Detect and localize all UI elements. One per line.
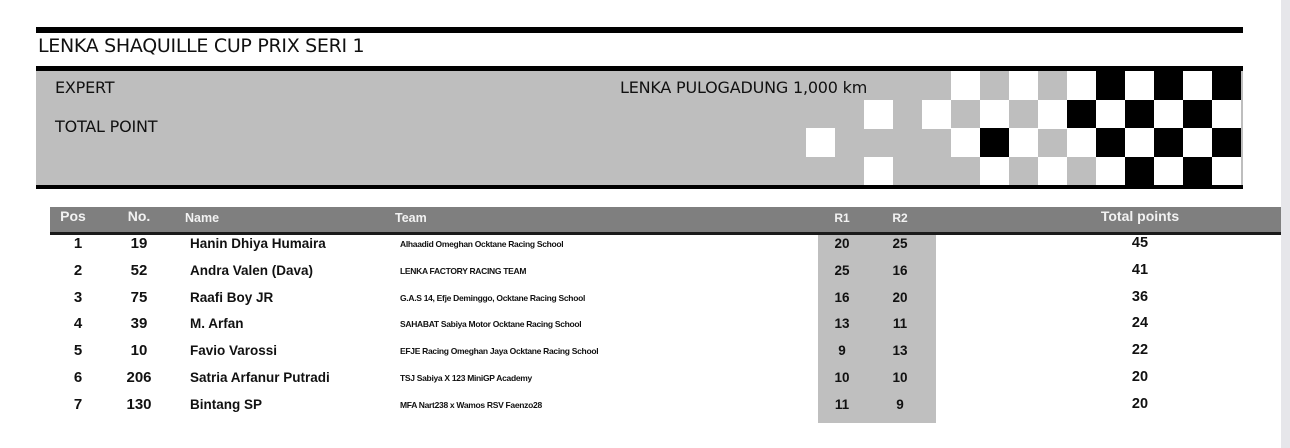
- column-header-total: Total points: [1100, 208, 1180, 224]
- flag-square-white: [806, 128, 835, 157]
- page-title: LENKA SHAQUILLE CUP PRIX SERI 1: [38, 35, 365, 57]
- flag-square-black: [1212, 128, 1241, 157]
- race1-points-cell: 25: [834, 262, 850, 278]
- flag-square-white: [951, 71, 980, 100]
- flag-square-black: [1125, 157, 1154, 185]
- flag-square-white: [1038, 100, 1067, 129]
- race1-points-cell: 9: [838, 343, 846, 359]
- race2-points-cell: 10: [892, 370, 908, 385]
- team-cell: EFJE Racing Omeghan Jaya Ocktane Racing School: [400, 346, 599, 357]
- column-header-team: Team: [395, 211, 427, 225]
- race1-points-cell: 16: [834, 289, 850, 305]
- rider-name-cell: Bintang SP: [190, 396, 263, 412]
- rider-number-cell: 52: [130, 261, 148, 279]
- total-points-cell: 45: [1131, 235, 1149, 251]
- team-cell: TSJ Sabiya X 123 MiniGP Academy: [400, 373, 532, 383]
- flag-square-white: [980, 157, 1009, 185]
- flag-square-white: [1009, 128, 1038, 157]
- flag-square-white: [1067, 71, 1096, 100]
- flag-square-white: [1212, 157, 1241, 185]
- race1-points-cell: 11: [834, 396, 850, 412]
- column-header-r1: R1: [834, 211, 850, 225]
- flag-square-white: [922, 100, 951, 129]
- team-cell: LENKA FACTORY RACING TEAM: [400, 265, 527, 276]
- race1-points-cell: 20: [834, 236, 850, 251]
- flag-square-white: [1183, 71, 1212, 100]
- flag-square-white: [1038, 157, 1067, 185]
- rider-number-cell: 206: [126, 369, 152, 386]
- position-cell: 4: [73, 315, 83, 333]
- flag-square-white: [1096, 157, 1125, 185]
- flag-square-white: [1009, 71, 1038, 100]
- flag-square-white: [1125, 71, 1154, 100]
- flag-square-black: [1125, 100, 1154, 129]
- team-cell: MFA Nart238 x Wamos RSV Faenzo28: [400, 399, 542, 410]
- rider-number-cell: 10: [130, 342, 148, 360]
- flag-square-black: [1096, 71, 1125, 100]
- rider-name-cell: Favio Varossi: [190, 343, 278, 359]
- race2-points-cell: 9: [896, 396, 904, 412]
- rider-name-cell: Hanin Dhiya Humaira: [190, 236, 326, 251]
- team-cell: G.A.S 14, Efje Deminggo, Ocktane Racing School: [400, 292, 586, 303]
- rider-number-cell: 39: [130, 315, 148, 333]
- position-cell: 6: [73, 369, 83, 386]
- position-cell: 1: [73, 235, 83, 252]
- rider-name-cell: M. Arfan: [190, 316, 244, 332]
- column-header-pos: Pos: [60, 208, 86, 224]
- rider-number-cell: 130: [126, 395, 152, 413]
- race2-points-cell: 11: [892, 316, 908, 332]
- rider-name-cell: Satria Arfanur Putradi: [190, 370, 330, 385]
- position-cell: 7: [73, 395, 83, 413]
- flag-square-white: [1096, 100, 1125, 129]
- flag-square-white: [1212, 100, 1241, 129]
- race2-points-cell: 20: [892, 289, 908, 305]
- flag-square-white: [1067, 128, 1096, 157]
- flag-square-black: [1154, 128, 1183, 157]
- team-cell: Alhaadid Omeghan Ocktane Racing School: [400, 239, 564, 249]
- flag-square-black: [1154, 71, 1183, 100]
- total-points-cell: 20: [1131, 369, 1149, 385]
- race2-points-cell: 25: [892, 236, 908, 251]
- flag-square-white: [980, 100, 1009, 129]
- flag-square-white: [864, 157, 893, 185]
- position-cell: 3: [73, 288, 83, 306]
- page-edge-strip: [1281, 0, 1290, 448]
- flag-square-white: [1183, 128, 1212, 157]
- rider-number-cell: 75: [130, 288, 148, 306]
- flag-square-white: [1154, 157, 1183, 185]
- top-rule: [36, 27, 1243, 33]
- flag-square-white: [1154, 100, 1183, 129]
- circuit-label: LENKA PULOGADUNG 1,000 km: [620, 78, 868, 97]
- total-points-cell: 22: [1131, 342, 1149, 359]
- flag-square-white: [864, 100, 893, 129]
- total-points-cell: 41: [1131, 261, 1149, 278]
- race1-points-cell: 13: [834, 316, 850, 332]
- flag-square-black: [1183, 157, 1212, 185]
- rider-name-cell: Andra Valen (Dava): [190, 262, 314, 278]
- band-bottom-rule: [36, 185, 1243, 189]
- rider-number-cell: 19: [130, 235, 148, 252]
- subtitle-label: TOTAL POINT: [55, 117, 158, 136]
- category-label: EXPERT: [55, 78, 115, 97]
- table-header-rule: [50, 232, 1281, 235]
- flag-square-black: [1067, 100, 1096, 129]
- column-header-name: Name: [185, 211, 220, 225]
- column-header-r2: R2: [892, 211, 908, 225]
- rider-name-cell: Raafi Boy JR: [190, 289, 274, 305]
- team-cell: SAHABAT Sabiya Motor Ocktane Racing School: [400, 319, 582, 330]
- race2-points-cell: 13: [892, 343, 908, 359]
- flag-square-black: [1096, 128, 1125, 157]
- flag-square-black: [980, 128, 1009, 157]
- total-points-cell: 36: [1131, 288, 1149, 305]
- position-cell: 2: [73, 261, 83, 279]
- race2-points-cell: 16: [892, 262, 908, 278]
- flag-square-black: [1212, 71, 1241, 100]
- race1-points-cell: 10: [834, 370, 850, 385]
- total-points-cell: 24: [1131, 315, 1149, 332]
- flag-square-black: [1183, 100, 1212, 129]
- position-cell: 5: [73, 342, 83, 360]
- flag-square-white: [951, 128, 980, 157]
- total-points-cell: 20: [1131, 395, 1149, 412]
- column-header-no: No.: [127, 208, 151, 224]
- flag-square-white: [1125, 128, 1154, 157]
